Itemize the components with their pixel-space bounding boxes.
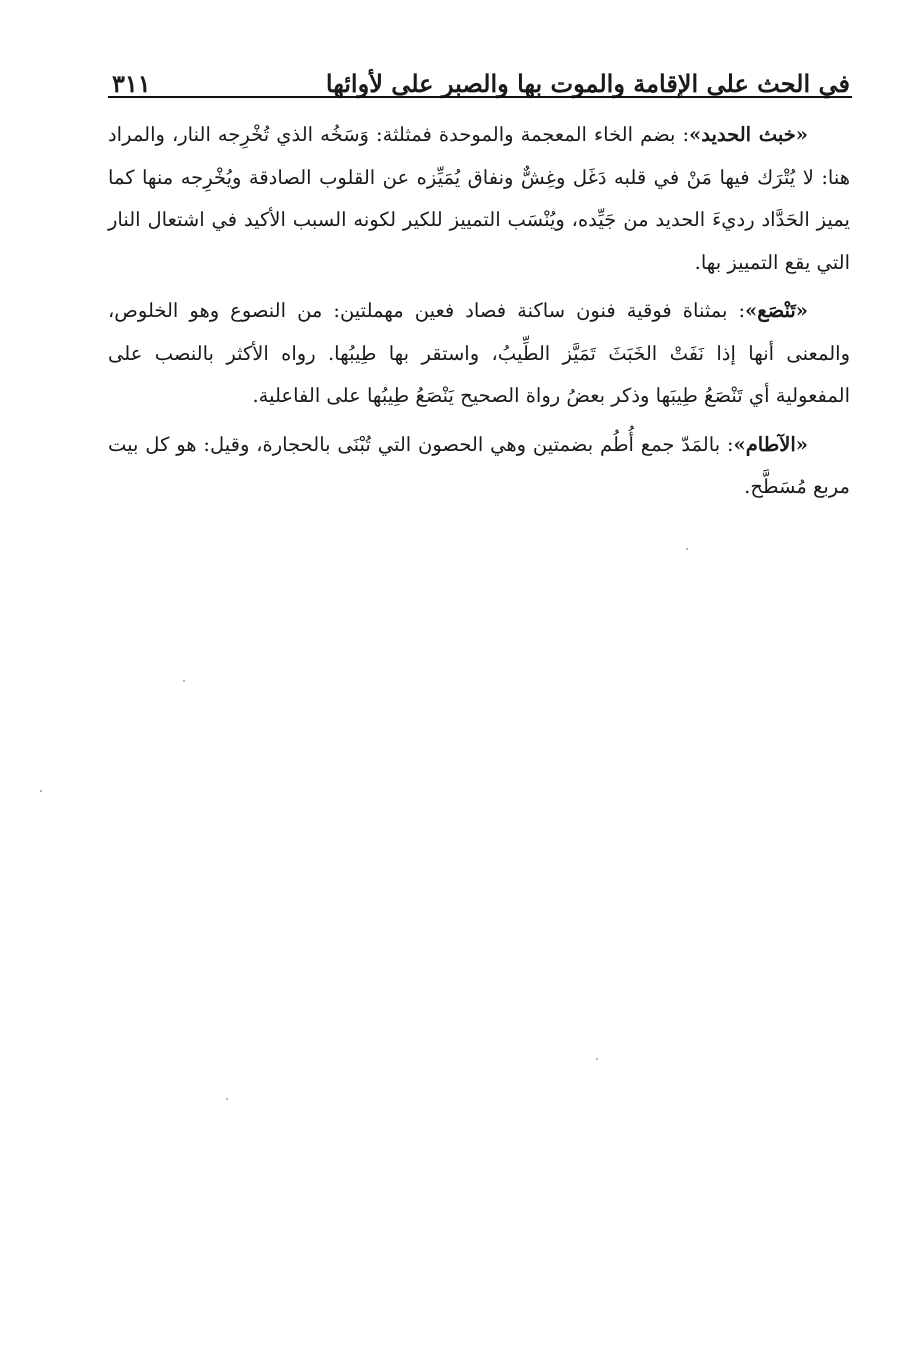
running-head — [112, 56, 850, 96]
header-rule — [108, 96, 852, 98]
glossary-entry — [108, 290, 850, 418]
glossary-entry — [108, 424, 850, 509]
glossary-definition: : بضم الخاء المعجمة والموحدة فمثلثة: وَسَخُه الذي تُخْرِجه النار، والمراد هنا: لا يُتْرَك فيها مَنْ في قلبه دَغَل وغِشٌّ ونفاق يُمَيِّزه عن القلوب الصادقة ويُخْرِجه منها كما يميز الحَدَّاد رديءَ الحديد من جَيِّده، ويُنْسَب التمييز للكير لكونه السبب الأكيد في اشتعال النار التي يقع التمييز بها. — [108, 123, 850, 274]
page-number: ٣١١ — [112, 69, 151, 98]
running-title: في الحث على الإقامة والموت بها والصبر على لأوائها — [325, 69, 850, 98]
glossary-term: «تَنْصَع» — [745, 299, 808, 322]
glossary-term: «خبث الحديد» — [689, 123, 808, 146]
scan-speck — [686, 548, 688, 550]
scan-speck — [183, 680, 185, 682]
scan-speck — [40, 790, 42, 792]
glossary-definition: : بالمَدّ جمع أُطُم بضمتين وهي الحصون التي تُبْنَى بالحجارة، وقيل: هو كل بيت مربع مُسَطَّح. — [108, 432, 850, 498]
glossary-body — [108, 114, 850, 515]
glossary-term: «الآطام» — [733, 432, 808, 456]
glossary-definition: : بمثناة فوقية فنون ساكنة فصاد فعين مهملتين: من النصوع وهو الخلوص، والمعنى أنها إذا نَفَتْ الخَبَثَ تَمَيَّز الطِّيبُ، واستقر بها طِيبُها. رواه الأكثر بالنصب على المفعولية أي تَنْصَعُ طِيبَها وذكر بعضُ رواة الصحيح يَنْصَعُ طِيبُها على الفاعلية. — [108, 299, 850, 407]
scan-speck — [596, 1058, 598, 1060]
scan-speck — [226, 1098, 228, 1100]
glossary-entry — [108, 114, 850, 284]
